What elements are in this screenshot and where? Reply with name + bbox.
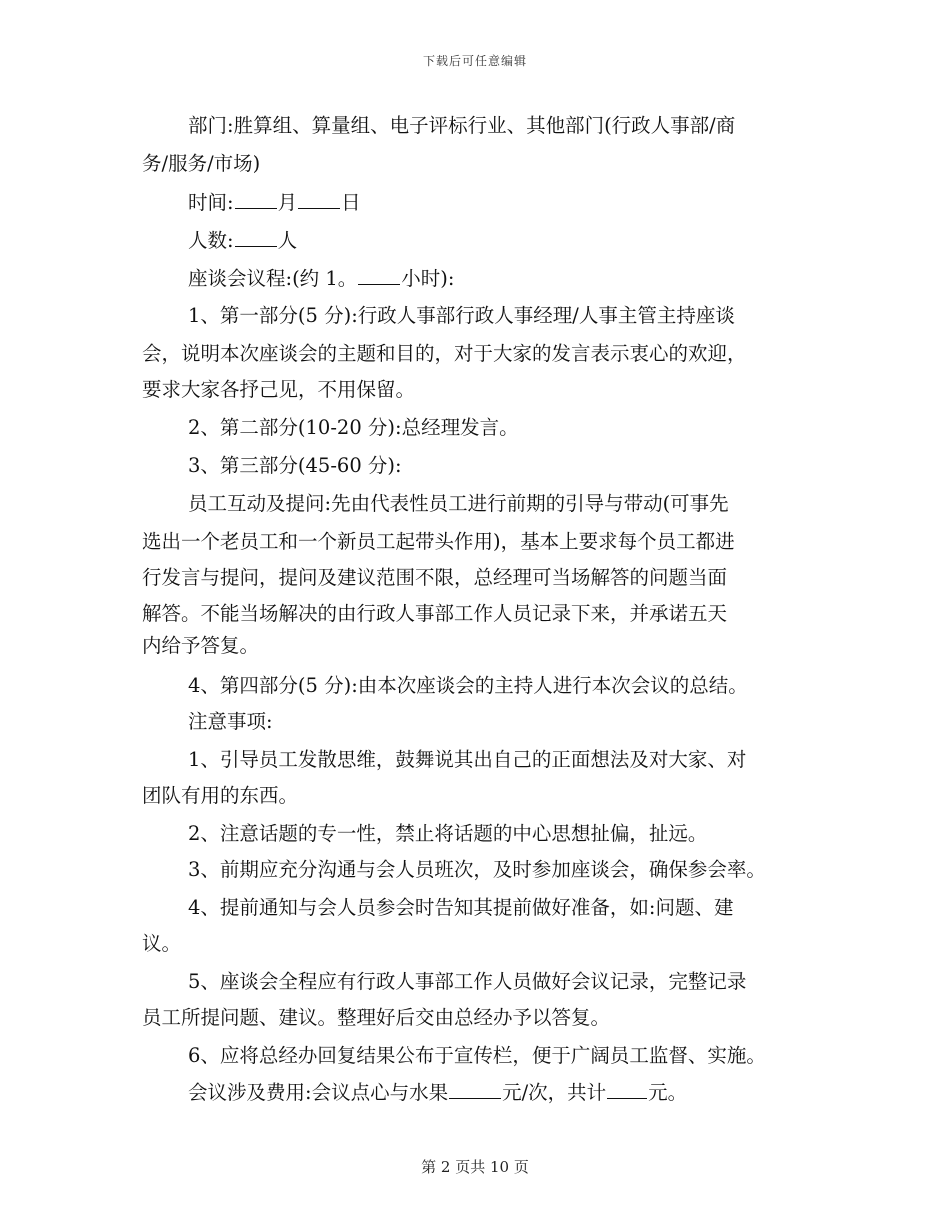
part3-line: 3、第三部分(45-60 分): [188,454,402,477]
dept-line-1: 部门:胜算组、算量组、电子评标行业、其他部门(行政人事部/商 [188,114,736,137]
part3-text-3: 行发言与提问，提问及建议范围不限，总经理可当场解答的问题当面 [142,566,728,589]
people-label: 人数: [188,229,234,252]
notes-title: 注意事项: [188,710,273,733]
note1-line-1: 1、引导员工发散思维，鼓舞说其出自己的正面想法及对大家、对 [188,748,747,771]
note3-line: 3、前期应充分沟通与会人员班次，及时参加座谈会，确保参会率。 [188,858,766,881]
cost-mid: 元/次，共计 [502,1081,607,1104]
agenda-suffix: 小时): [401,267,455,290]
agenda-line [188,264,454,293]
note4-line-2: 议。 [142,932,182,955]
note5-line-2: 员工所提问题、建议。整理好后交由总经办予以答复。 [142,1006,611,1029]
agenda-prefix: 座谈会议程:(约 1。 [188,267,358,290]
part3-text-2: 选出一个老员工和一个新员工起带头作用)，基本上要求每个员工都进 [142,530,735,553]
cost-total-blank [607,1078,647,1099]
page-header: 下载后可任意编辑 [422,54,527,68]
note5-line-1: 5、座谈会全程应有行政人事部工作人员做好会议记录，完整记录 [188,970,747,993]
cost-line [188,1078,687,1107]
time-line [188,188,361,217]
day-blank [298,188,340,209]
time-label: 时间: [188,191,234,214]
day-label: 日 [341,191,361,214]
people-line [188,226,297,255]
agenda-blank [358,264,400,285]
part4-line: 4、第四部分(5 分):由本次座谈会的主持人进行本次会议的总结。 [188,674,748,697]
dept-line-2: 务/服务/市场) [142,152,261,175]
part1-line-1: 1、第一部分(5 分):行政人事部行政人事经理/人事主管主持座谈 [188,304,735,327]
part1-line-3: 要求大家各抒己见，不用保留。 [142,378,416,401]
people-blank [235,226,277,247]
part3-text-4: 解答。不能当场解决的由行政人事部工作人员记录下来，并承诺五天 [142,602,728,625]
note4-line-1: 4、提前通知与会人员参会时告知其提前做好准备，如:问题、建 [188,896,734,919]
part3-text-1: 员工互动及提问:先由代表性员工进行前期的引导与带动(可事先 [188,492,729,515]
part2-line: 2、第二部分(10-20 分):总经理发言。 [188,416,519,439]
cost-prefix: 会议涉及费用:会议点心与水果 [188,1081,449,1104]
cost-per-blank [449,1078,501,1099]
cost-suffix: 元。 [648,1081,688,1104]
page-footer: 第 2 页共 10 页 [421,1158,529,1176]
note6-line: 6、应将总经办回复结果公布于宣传栏，便于广阔员工监督、实施。 [188,1044,766,1067]
note2-line: 2、注意话题的专一性，禁止将话题的中心思想扯偏，扯远。 [188,822,708,845]
month-blank [235,188,277,209]
part1-line-2: 会，说明本次座谈会的主题和目的，对于大家的发言表示衷心的欢迎， [142,342,747,365]
part3-text-5: 内给予答复。 [142,634,260,657]
month-label: 月 [277,191,298,214]
people-unit: 人 [277,229,298,252]
note1-line-2: 团队有用的东西。 [142,784,299,807]
